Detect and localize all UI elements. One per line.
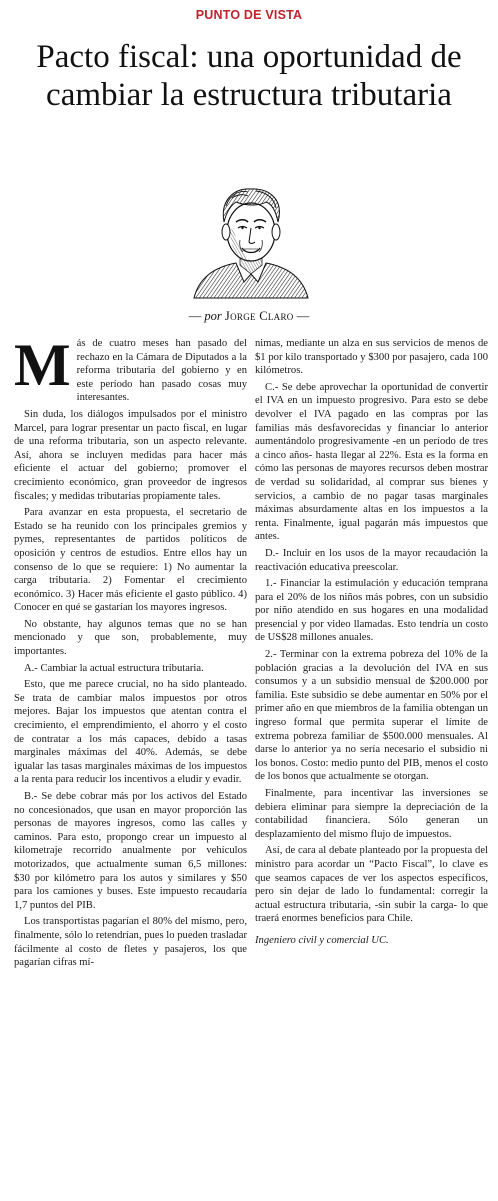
article-headline: Pacto fiscal: una oportunidad de cambiar la estructura tributaria [36,39,462,113]
article-paragraph: nimas, mediante un alza en sus servicios de menos de $1 por kilo transportado y $300 por pasajero, cada 100 kilómetros. [255,338,488,377]
article-paragraph: C.- Se debe aprovechar la oportunidad de convertir el IVA en un impuesto progresivo. Para esto se debe devolver el IVA pagado en las compras por las familias más desfavorecidas y financiar lo anterior aumentándolo progresivamente -en un período de tres a cinco años- hasta llegar al 22%. Esta es la forma en cómo las personas de mayores recursos deben mostrar de verdad su solidaridad, al comprar sus bienes y servicios, a cambio de no pagar tasas marginales máximas absurdamente altas en los impuestos a la renta. Finalmente, igual pagarán más impuestos que antes. [255,381,488,543]
drop-cap: M [14,332,71,398]
article-paragraph: Sin duda, los diálogos impulsados por el ministro Marcel, para lograr presentar un pacto fiscal, en lugar de una reforma tributaria, son un aspecto relevante. Así, ahora se incluyen medidas para hacer más eficiente el actuar del gobierno; promover el crecimiento económico, gran proveedor de ingresos fiscales; y medidas tributarias propiamente tales. [14,408,247,502]
author-name: Jorge Claro [224,309,294,323]
article-paragraph: No obstante, hay algunos temas que no se han mencionado y que son, probablemente, muy importantes. [14,618,247,658]
author-signoff: Ingeniero civil y comercial UC. [255,934,389,946]
article-paragraph: Para avanzar en esta propuesta, el secretario de Estado se ha reunido con los principales gremios y pymes, representantes de partidos políticos de oposición y centros de estudios. Entre ellos hay un consenso de lo que se requiere: 1) No aumentar la carga tributaria. 2) Fomentar el crecimiento económico. 3) Hacer más eficiente el gasto público. 4) Conocer en qué se gastarían los mayores ingresos. [14,507,247,614]
article-paragraph: D.- Incluir en los usos de la mayor recaudación la reactivación educativa preescolar. [255,547,488,573]
article-paragraph: A.- Cambiar la actual estructura tributaria. [24,662,204,674]
article-paragraph: B.- Se debe cobrar más por los activos del Estado no concesionados, que usan en mayor proporción las personas de mayores ingresos, como las calles y caminos. Para esto, propongo crear un impuesto al kilometraje recorrido anualmente por vehículos motorizados, que actualmente suman 6,5 millones: $30 por kilómetro para los autos y similares y $50 para los camiones y buses. Este impuesto recaudaría 1,7 puntos del PIB. [14,791,247,911]
author-portrait-icon [186,170,316,300]
article-paragraph: 2.- Terminar con la extrema pobreza del 10% de la población gracias a la devolución del IVA en sus consumos y a un subsidio mensual de $200.000 por familia. Este subsidio se debe aumentar en 50% por el primer año en que miembros de la familia obtengan un ingreso formal que permita superar el límite de extrema pobreza familiar de $500.000 mensuales. Al darse lo anterior ya no sería necesario el subsidio ni los bonos. Costo: medio punto del PIB, menos el costo de los bonos que actualmente se otorgan. [255,649,488,783]
byline-por: por [204,309,222,323]
section-kicker: PUNTO DE VISTA [195,8,303,22]
article-paragraph: Esto, que me parece crucial, no ha sido planteado. Se trata de cambiar malos impuestos por otros mejores. Bajar los impuestos que atentan contra el crecimiento, el emprendimiento, el ahorro y el costo de contratar a los más capaces, debido a tasas marginales máximas del 40%. Además, se debe igualar las tasas marginales máximas de los impuestos a la renta para reducir los incentivos a eludir y evadir. [14,679,247,786]
article-byline: — por Jorge Claro — [188,309,310,323]
article-paragraph: Los transportistas pagarían el 80% del mismo, pero, finalmente, sólo lo retendrían, pues lo pueden trasladar fácilmente al costo de fletes y pasajeros, los que pagarían cifras mí- [14,916,247,969]
article-column-left [14,332,247,973]
article-paragraph: Finalmente, para incentivar las inversiones se debiera eliminar para siempre la depreciación de la contabilidad financiera. Sólo generan un desplazamiento del mismo flujo de impuestos. [255,788,488,840]
article-paragraph: Más de cuatro meses han pasado del rechazo en la Cámara de Diputados a la reforma tributaria del gobierno y en este período han pasado cosas muy interesantes. [14,332,247,404]
article-paragraph: Así, de cara al debate planteado por la propuesta del ministro para acordar un “Pacto Fiscal”, lo clave es que seamos capaces de ver los aspectos específicos, pero sin dejar de lado lo fundamental: corregir la actual estructura tributaria, -sin subir la carga- lo que traerá enormes beneficios para Chile. [255,845,488,925]
article-paragraph: 1.- Financiar la estimulación y educación temprana para el 20% de los niños más pobres, con un subsidio por niño atendido en sus hogares en una modalidad presencial y por video llamadas. Esto tendría un costo de US$28 millones anuales. [255,578,488,644]
article-column-right [255,337,488,951]
